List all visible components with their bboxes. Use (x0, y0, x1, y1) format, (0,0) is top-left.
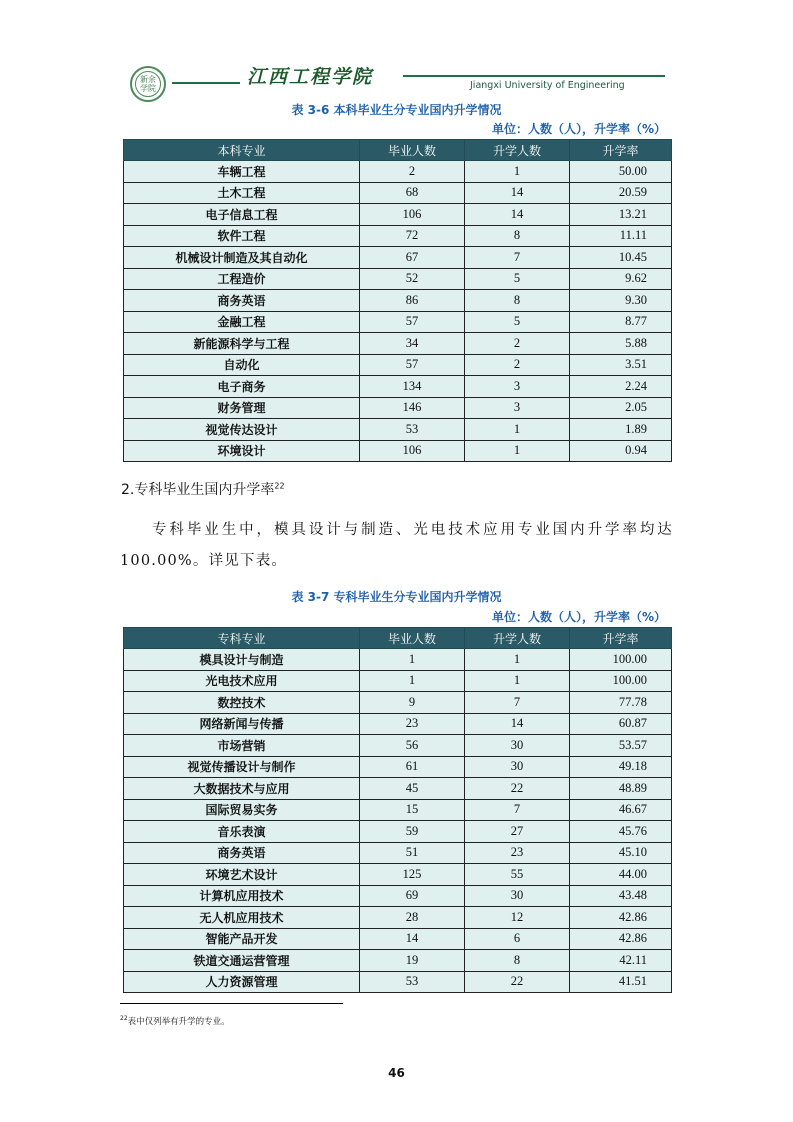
cell-major: 网络新闻与传播 (124, 713, 360, 735)
cell-graduates: 57 (360, 354, 465, 376)
cell-rate: 13.21 (570, 204, 672, 226)
cell-further-study: 27 (465, 821, 570, 843)
cell-rate: 0.94 (570, 440, 672, 462)
col-header-further-study: 升学人数 (465, 628, 570, 649)
cell-graduates: 61 (360, 756, 465, 778)
table-row (124, 842, 672, 864)
cell-graduates: 1 (360, 670, 465, 692)
cell-further-study: 30 (465, 885, 570, 907)
cell-rate: 1.89 (570, 419, 672, 441)
cell-graduates: 15 (360, 799, 465, 821)
cell-rate: 100.00 (570, 649, 672, 671)
cell-major: 视觉传播设计与制作 (124, 756, 360, 778)
school-logo (130, 66, 166, 102)
cell-major: 电子信息工程 (124, 204, 360, 226)
col-header-major: 专科专业 (124, 628, 360, 649)
cell-rate: 2.24 (570, 376, 672, 398)
cell-major: 无人机应用技术 (124, 907, 360, 929)
cell-major: 软件工程 (124, 225, 360, 247)
table-row (124, 864, 672, 886)
cell-rate: 46.67 (570, 799, 672, 821)
cell-graduates: 69 (360, 885, 465, 907)
school-logo-inner (135, 71, 161, 97)
cell-major: 土木工程 (124, 182, 360, 204)
cell-rate: 8.77 (570, 311, 672, 333)
cell-graduates: 28 (360, 907, 465, 929)
cell-major: 新能源科学与工程 (124, 333, 360, 355)
cell-further-study: 1 (465, 419, 570, 441)
table-row (124, 756, 672, 778)
table-row (124, 907, 672, 929)
cell-rate: 60.87 (570, 713, 672, 735)
cell-graduates: 146 (360, 397, 465, 419)
cell-further-study: 30 (465, 756, 570, 778)
cell-major: 环境艺术设计 (124, 864, 360, 886)
cell-major: 电子商务 (124, 376, 360, 398)
cell-graduates: 125 (360, 864, 465, 886)
cell-rate: 3.51 (570, 354, 672, 376)
col-header-rate: 升学率 (570, 140, 672, 161)
cell-further-study: 1 (465, 161, 570, 183)
cell-further-study: 14 (465, 204, 570, 226)
cell-further-study: 55 (465, 864, 570, 886)
school-name-en: Jiangxi University of Engineering (470, 80, 625, 91)
cell-further-study: 12 (465, 907, 570, 929)
table2-caption: 表 3-7 专科毕业生分专业国内升学情况 (291, 590, 502, 604)
cell-graduates: 51 (360, 842, 465, 864)
cell-major: 机械设计制造及其自动化 (124, 247, 360, 269)
cell-graduates: 2 (360, 161, 465, 183)
cell-further-study: 30 (465, 735, 570, 757)
table-row (124, 885, 672, 907)
cell-further-study: 7 (465, 247, 570, 269)
cell-further-study: 8 (465, 225, 570, 247)
col-header-major: 本科专业 (124, 140, 360, 161)
cell-graduates: 68 (360, 182, 465, 204)
body-paragraph: 专科毕业生中，模具设计与制造、光电技术应用专业国内升学率均达100.00%。详见下表。 (120, 522, 673, 569)
cell-graduates: 57 (360, 311, 465, 333)
cell-further-study: 3 (465, 397, 570, 419)
cell-graduates: 45 (360, 778, 465, 800)
cell-major: 环境设计 (124, 440, 360, 462)
table-row (124, 247, 672, 269)
cell-major: 计算机应用技术 (124, 885, 360, 907)
table-row (124, 333, 672, 355)
cell-further-study: 14 (465, 182, 570, 204)
cell-further-study: 2 (465, 354, 570, 376)
table-row (124, 778, 672, 800)
cell-further-study: 22 (465, 778, 570, 800)
table-row (124, 419, 672, 441)
table-row (124, 799, 672, 821)
cell-rate: 77.78 (570, 692, 672, 714)
table-header-row (124, 140, 672, 161)
cell-graduates: 86 (360, 290, 465, 312)
table2-unit: 单位：人数（人），升学率（%） (491, 610, 666, 624)
cell-further-study: 5 (465, 311, 570, 333)
cell-major: 市场营销 (124, 735, 360, 757)
table-row (124, 268, 672, 290)
cell-major: 自动化 (124, 354, 360, 376)
cell-rate: 42.86 (570, 928, 672, 950)
table-row (124, 670, 672, 692)
table1-caption: 表 3-6 本科毕业生分专业国内升学情况 (291, 103, 502, 117)
header-rule-left (172, 82, 240, 84)
cell-rate: 42.86 (570, 907, 672, 929)
cell-rate: 50.00 (570, 161, 672, 183)
cell-major: 国际贸易实务 (124, 799, 360, 821)
cell-further-study: 22 (465, 971, 570, 993)
col-header-graduates: 毕业人数 (360, 140, 465, 161)
col-header-graduates: 毕业人数 (360, 628, 465, 649)
cell-major: 铁道交通运营管理 (124, 950, 360, 972)
cell-rate: 10.45 (570, 247, 672, 269)
cell-further-study: 1 (465, 670, 570, 692)
footnote-text: 表中仅列举有升学的专业。 (127, 1017, 230, 1027)
footnote-mark: 22 (120, 1015, 128, 1023)
cell-further-study: 2 (465, 333, 570, 355)
cell-graduates: 52 (360, 268, 465, 290)
cell-major: 商务英语 (124, 290, 360, 312)
table-row (124, 440, 672, 462)
cell-rate: 2.05 (570, 397, 672, 419)
cell-rate: 45.76 (570, 821, 672, 843)
cell-further-study: 8 (465, 950, 570, 972)
cell-major: 人力资源管理 (124, 971, 360, 993)
cell-graduates: 72 (360, 225, 465, 247)
section-title (121, 479, 285, 499)
table-row (124, 950, 672, 972)
cell-major: 金融工程 (124, 311, 360, 333)
section-title-text: 2.专科毕业生国内升学率 (121, 482, 275, 498)
table-row (124, 649, 672, 671)
footnote-ref: 22 (274, 481, 285, 491)
table-row (124, 713, 672, 735)
table-row (124, 204, 672, 226)
cell-rate: 42.11 (570, 950, 672, 972)
cell-further-study: 3 (465, 376, 570, 398)
table-row (124, 161, 672, 183)
cell-graduates: 19 (360, 950, 465, 972)
cell-graduates: 106 (360, 204, 465, 226)
cell-rate: 53.57 (570, 735, 672, 757)
cell-graduates: 53 (360, 971, 465, 993)
table-row (124, 225, 672, 247)
table-undergrad-further-study (123, 139, 672, 462)
cell-graduates: 56 (360, 735, 465, 757)
cell-graduates: 106 (360, 440, 465, 462)
table-row (124, 397, 672, 419)
cell-rate: 100.00 (570, 670, 672, 692)
cell-rate: 41.51 (570, 971, 672, 993)
cell-major: 数控技术 (124, 692, 360, 714)
table-row (124, 354, 672, 376)
table-row (124, 692, 672, 714)
table-row (124, 182, 672, 204)
cell-rate: 11.11 (570, 225, 672, 247)
cell-major: 大数据技术与应用 (124, 778, 360, 800)
cell-rate: 9.30 (570, 290, 672, 312)
cell-major: 工程造价 (124, 268, 360, 290)
cell-further-study: 7 (465, 692, 570, 714)
cell-rate: 5.88 (570, 333, 672, 355)
cell-graduates: 53 (360, 419, 465, 441)
cell-major: 光电技术应用 (124, 670, 360, 692)
cell-major: 视觉传达设计 (124, 419, 360, 441)
cell-further-study: 1 (465, 649, 570, 671)
cell-major: 车辆工程 (124, 161, 360, 183)
footnote (120, 1015, 230, 1027)
cell-graduates: 34 (360, 333, 465, 355)
table-row (124, 821, 672, 843)
table-header-row (124, 628, 672, 649)
cell-rate: 49.18 (570, 756, 672, 778)
col-header-further-study: 升学人数 (465, 140, 570, 161)
cell-further-study: 1 (465, 440, 570, 462)
cell-graduates: 134 (360, 376, 465, 398)
table-row (124, 971, 672, 993)
cell-rate: 20.59 (570, 182, 672, 204)
cell-major: 音乐表演 (124, 821, 360, 843)
cell-further-study: 23 (465, 842, 570, 864)
cell-rate: 45.10 (570, 842, 672, 864)
school-name-cn: 江西工程学院 (247, 66, 374, 88)
cell-rate: 9.62 (570, 268, 672, 290)
cell-graduates: 14 (360, 928, 465, 950)
cell-graduates: 67 (360, 247, 465, 269)
table-row (124, 290, 672, 312)
cell-graduates: 59 (360, 821, 465, 843)
cell-further-study: 7 (465, 799, 570, 821)
cell-further-study: 14 (465, 713, 570, 735)
table-row (124, 928, 672, 950)
table-row (124, 311, 672, 333)
cell-major: 智能产品开发 (124, 928, 360, 950)
cell-rate: 44.00 (570, 864, 672, 886)
cell-further-study: 6 (465, 928, 570, 950)
cell-further-study: 5 (465, 268, 570, 290)
cell-further-study: 8 (465, 290, 570, 312)
cell-major: 财务管理 (124, 397, 360, 419)
footnote-separator (120, 1003, 343, 1004)
cell-graduates: 9 (360, 692, 465, 714)
table1-unit: 单位：人数（人），升学率（%） (491, 122, 666, 136)
table-row (124, 376, 672, 398)
col-header-rate: 升学率 (570, 628, 672, 649)
cell-graduates: 1 (360, 649, 465, 671)
page-number: 46 (388, 1066, 405, 1080)
cell-major: 商务英语 (124, 842, 360, 864)
logo-text: 新余 学院 (140, 75, 156, 93)
table-college-further-study (123, 627, 672, 993)
header-rule-right (403, 75, 665, 77)
cell-rate: 48.89 (570, 778, 672, 800)
cell-rate: 43.48 (570, 885, 672, 907)
cell-graduates: 23 (360, 713, 465, 735)
cell-major: 模具设计与制造 (124, 649, 360, 671)
table-row (124, 735, 672, 757)
